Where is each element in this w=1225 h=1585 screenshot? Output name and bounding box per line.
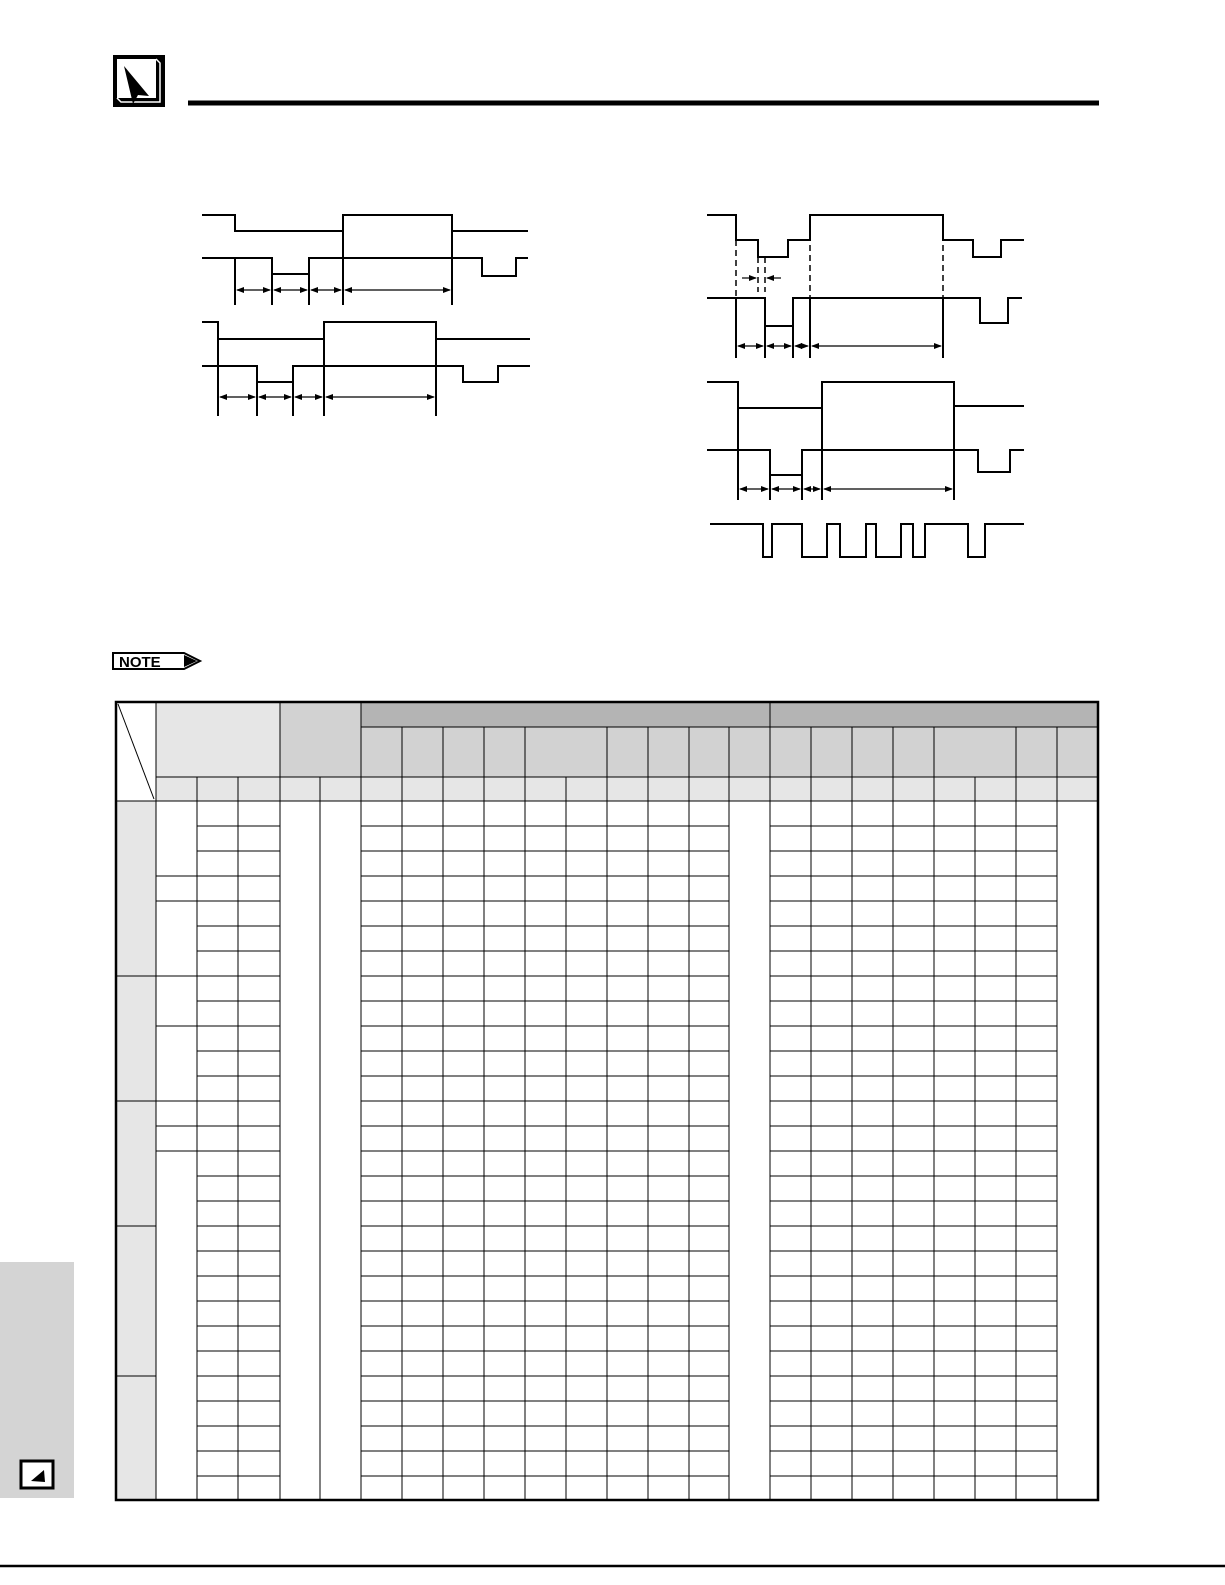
- note-label: NOTE: [119, 654, 161, 671]
- page-stack-arrow-icon: [113, 55, 165, 107]
- signal-trace-4: [707, 450, 1024, 475]
- corner-diagonal: [118, 704, 154, 799]
- boundary-lines: [235, 231, 452, 305]
- appendix-side-tab: [0, 1262, 74, 1498]
- spec-table: [116, 702, 1098, 1500]
- timing-diagram-right: [707, 215, 1024, 557]
- signal-trace-1: [202, 215, 528, 231]
- signal-trace-3: [202, 322, 530, 339]
- note-badge: [113, 653, 200, 671]
- dimension-arrows: [220, 290, 952, 489]
- signal-trace-3: [707, 382, 1024, 408]
- boundary-lines: [736, 298, 943, 358]
- signal-trace-2: [707, 298, 1022, 326]
- boundary-lines: [218, 339, 436, 416]
- signal-trace-1: [707, 215, 1024, 257]
- appendix-tab-icon: [21, 1461, 53, 1488]
- pulse-train: [710, 524, 1024, 557]
- timing-diagram-left: [202, 215, 530, 416]
- signal-trace-2: [202, 258, 528, 276]
- signal-trace-4: [202, 366, 530, 382]
